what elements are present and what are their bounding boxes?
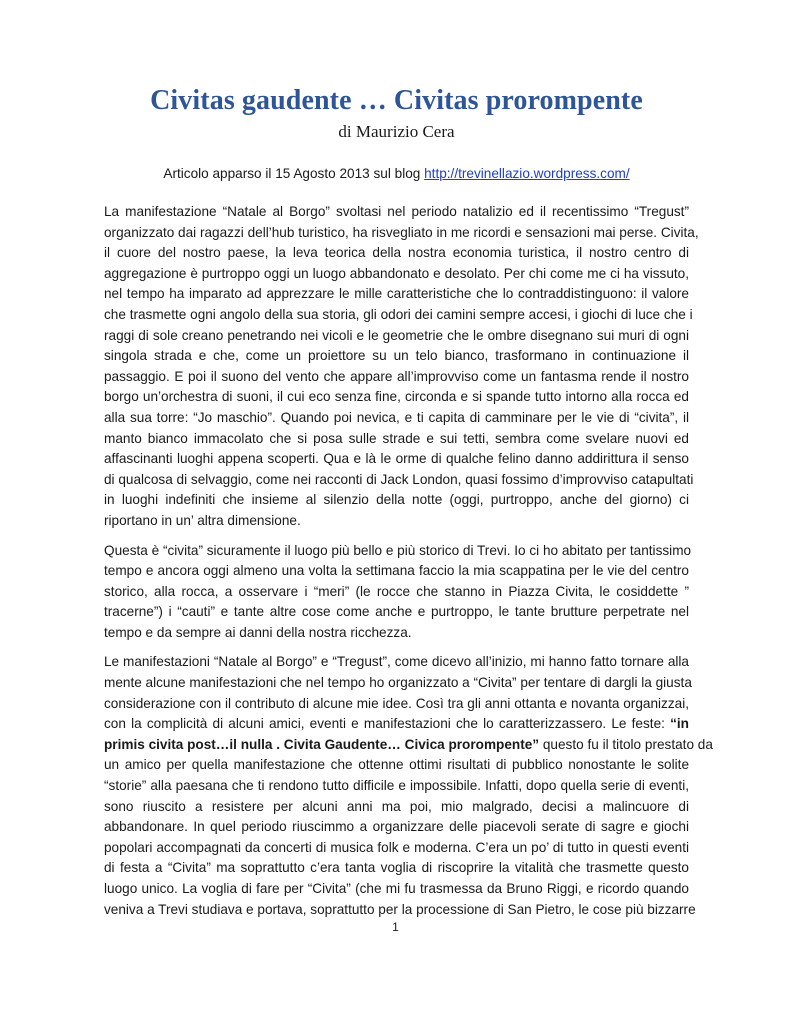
text-line: un amico per quella manifestazione che ottenne ottimi risultati di pubblico nonostante le solite: [104, 757, 689, 773]
paragraph-3: [104, 652, 713, 920]
text-line: luogo unico. La voglia di fare per “Civita” (che mi fu trasmessa da Bruno Riggi, e ricordo quando: [104, 881, 689, 896]
text-line: storico, alla rocca, a osservare i “meri” (le rocce che stanno in Piazza Civita, le cosiddette ”: [104, 583, 689, 599]
text-line: organizzato dai ragazzi dell’hub turistico, ha risvegliato in me ricordi e sensazioni mai perse. Civita,: [104, 224, 699, 240]
document-title: Civitas gaudente … Civitas prorompente: [150, 85, 643, 116]
text-line: aggregazione è purtroppo oggi un luogo abbandonato e desolato. Per chi come me ci ha vissuto,: [104, 265, 689, 281]
bold-title: primis civita post…il nulla . Civita Gaudente… Civica prorompente”: [104, 736, 540, 752]
text-line: Questa è “civita” sicuramente il luogo più bello e più storico di Trevi. Io ci ho abitato per tantissimo: [104, 542, 692, 558]
blog-link[interactable]: http://trevinellazio.wordpress.com/: [424, 166, 630, 181]
text-line: in luoghi indefiniti che insieme al silenzio della notte (oggi, purtroppo, anche del giorno) ci: [104, 492, 689, 508]
text-line: veniva a Trevi studiava e portava, soprattutto per la processione di San Pietro, le cose più bizzarre: [104, 901, 696, 917]
text-line: il cuore del nostro paese, la leva teorica della nostra economia turistica, il nostro centro di: [104, 245, 689, 261]
text-line: di festa a “Civita” ma soprattutto c’era tanta voglia di riscoprire la vitalità che trasmette questo: [104, 860, 689, 876]
paragraph-1: [104, 202, 699, 532]
text-line: sono riuscito a resistere per alcuni anni ma poi, mio malgrado, decisi a malincuore di: [104, 798, 689, 814]
text-segment: questo fu il titolo prestato da: [539, 736, 713, 752]
text-line: tempo e ancora oggi almeno una volta la settimana faccio la mia scappatina per le vie del centro: [104, 563, 689, 579]
document-page: [104, 84, 713, 920]
bold-title-start: “in: [670, 716, 689, 732]
text-line: mente alcune manifestazioni che nel tempo ho organizzato a “Civita” per tentare di dargli la giusta: [104, 675, 692, 691]
text-line: raggi di sole creano penetrando nei vicoli e le geometrie che le ombre disegnano sui muri di ogni: [104, 327, 689, 343]
text-line: affascinanti luoghi appena scoperti. Qua e là le orme di qualche felino danno addirittura il senso: [104, 451, 689, 467]
text-line: nel tempo ha imparato ad apprezzare le mille caratteristiche che lo contraddistinguono: il valore: [104, 286, 689, 302]
text-line: passaggio. E poi il suono del vento che appare all’improvviso come un fantasma rende il nostro: [104, 368, 689, 384]
text-line: “storie” alla paesana che ti rendono tutto difficile e impossibile. Infatti, dopo quella serie di eventi,: [104, 778, 689, 794]
text-line: alla sua torre: “Jo maschio”. Quando poi nevica, e ti capita di camminare per le vie di “civita”, il: [104, 409, 689, 425]
text-line: Le manifestazioni “Natale al Borgo” e “Tregust”, come dicevo all’inizio, mi hanno fatto tornare alla: [104, 654, 689, 670]
text-segment: con la complicità di alcuni amici, eventi e manifestazioni che lo caratterizzassero. Le feste:: [104, 716, 671, 732]
text-line: [104, 714, 689, 735]
text-line: abbandonare. In quel periodo riuscimmo a organizzare delle piacevoli serate di sagre e giochi: [104, 819, 689, 835]
document-author: di Maurizio Cera: [338, 122, 455, 141]
text-line: borgo un’orchestra di suoni, il cui eco senza fine, circonda e si spande tutto intorno alla rocca ed: [104, 389, 689, 405]
text-line: popolari accompagnati da concerti di musica folk e moderna. C’era un po’ di tutto in questi eventi: [104, 839, 689, 855]
text-line: La manifestazione “Natale al Borgo” svoltasi nel periodo natalizio ed il recentissimo “Tregust”: [104, 204, 689, 219]
text-line: che trasmette ogni angolo della sua storia, gli odori dei camini sempre accesi, i giochi di luce che i: [104, 306, 693, 322]
text-line: [104, 735, 713, 756]
text-line: manto bianco immacolato che si posa sulle strade e sui tetti, sembra come svelare nuovi ed: [104, 430, 689, 446]
text-line: singola strada e che, come un proiettore su un telo bianco, trasformano in continuazione il: [104, 348, 689, 364]
text-line: considerazione con il contributo di alcune mie idee. Così tra gli anni ottanta e novanta organizzai,: [104, 695, 689, 711]
text-line: tracerne”) i “cauti” e tante altre cose come anche e purtroppo, le tante brutture perpetrate nel: [104, 604, 689, 620]
text-line: tempo e da sempre ai danni della nostra ricchezza.: [104, 624, 412, 640]
paragraph-2: [104, 541, 692, 644]
text-line: di qualcosa di selvaggio, come nei racconti di Jack London, quasi fossimo d’improvviso catapultati: [104, 471, 694, 487]
page-number: 1: [392, 920, 399, 934]
text-line: riportano in un’ altra dimensione.: [104, 512, 301, 528]
source-prefix: Articolo apparso il 15 Agosto 2013 sul blog: [163, 166, 425, 181]
source-line: [104, 165, 689, 183]
